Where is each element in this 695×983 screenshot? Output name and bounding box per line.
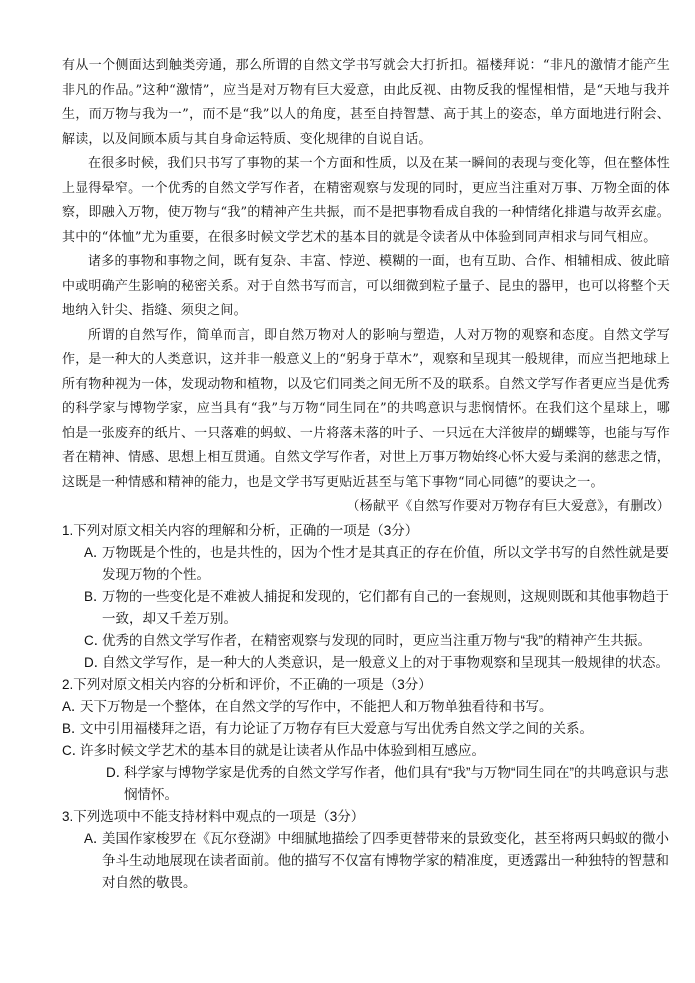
question-1-option-d[interactable]	[62, 652, 670, 674]
option-text: 许多时候文学艺术的基本目的就是让读者从作品中体验到相互感应。	[80, 743, 485, 758]
reading-passage	[62, 54, 670, 520]
option-letter: D．	[84, 655, 108, 670]
option-text: 天下万物是一个整体，在自然文学的写作中，不能把人和万物单独看待和书写。	[80, 699, 553, 714]
question-1-stem: 1.下列对原文相关内容的理解和分析，正确的一项是（3分）	[62, 523, 419, 538]
option-text: 万物的一些变化是不难被人捕捉和发现的，它们都有自己的一套规则，这规则既和其他事物趋于一致，却又千差万别。	[102, 589, 669, 626]
passage-source: （杨献平《自然写作要对万物存有巨大爱意》，有删改）	[346, 499, 670, 514]
passage-paragraph-3: 诸多的事物和事物之间，既有复杂、丰富、悖逆、模糊的一面，也有互助、合作、相辅相成、彼此暗中或明确产生影响的秘密关系。对于自然书写而言，可以细微到粒子量子、昆虫的器甲，也可以将整个天地纳入针尖、指缝、须臾之间。	[62, 254, 670, 318]
option-text: 万物既是个性的，也是共性的，因为个性才是其真正的存在价值，所以文学书写的自然性就是要发现万物的个性。	[102, 545, 669, 582]
question-3-option-a[interactable]	[62, 828, 670, 894]
question-1-option-b[interactable]	[62, 586, 670, 630]
option-letter: C．	[84, 633, 108, 648]
option-letter: A．	[62, 699, 85, 714]
passage-paragraph-4: 所谓的自然写作，简单而言，即自然万物对人的影响与塑造，人对万物的观察和态度。自然文学写作，是一种大的人类意识，这并非一般意义上的“躬身于草木”，观察和呈现其一般规律，而应当把地球上所有物种视为一体，发现动物和植物，以及它们同类之间无所不及的联系。自然文学写作者更应当是优秀的科学家与博物学家，应当具有“我”与万物“同生同在”的共鸣意识与悲悯情怀。在我们这个星球上，哪怕是一张废弃的纸片、一只落难的蚂蚁、一片将落未落的叶子、一只远在大洋彼岸的蝴蝶等，也能与写作者在精神、情感、思想上相互贯通。自然文学写作者，对世上万事万物始终心怀大爱与柔润的慈悲之情，这既是一种情感和精神的能力，也是文学书写更贴近甚至与笔下事物“同心同德”的要诀之一。	[62, 327, 670, 490]
option-letter: B．	[84, 589, 107, 604]
option-text: 美国作家梭罗在《瓦尔登湖》中细腻地描绘了四季更替带来的景致变化，甚至将两只蚂蚁的微小争斗生动地展现在读者面前。他的描写不仅富有博物学家的精准度，更透露出一种独特的智慧和对自然的敬畏。	[102, 831, 669, 890]
option-letter: D．	[106, 765, 130, 780]
option-text: 自然文学写作，是一种大的人类意识，是一般意义上的对于事物观察和呈现其一般规律的状态。	[102, 655, 669, 670]
passage-paragraph-1: 有从一个侧面达到触类旁通，那么所谓的自然文学书写就会大打折扣。福楼拜说：“非凡的激情才能产生非凡的作品。”这种“激情”，应当是对万物有巨大爱意，由此反视、由物反我的惺惺相惜，是“天地与我并生，而万物与我为一”，而不是“我”以人的角度，甚至自持智慧、高于其上的姿态，单方面地进行附会、解读，以及间顾本质与其自身命运特质、变化规律的自说自话。	[62, 58, 670, 147]
option-letter: A．	[84, 545, 107, 560]
passage-paragraph-2: 在很多时候，我们只书写了事物的某一个方面和性质，以及在某一瞬间的表现与变化等，但在整体性上显得晕窄。一个优秀的自然文学写作者，在精密观察与发现的同时，更应当注重对万事、万物全面的体察，即融入万物，使万物与“我”的精神产生共振，而不是把事物看成自我的一种情绪化排遣与故弄玄虚。其中的“体恤”尤为重要，在很多时候文学艺术的基本目的就是令读者从中体验到同声相求与同气相应。	[62, 156, 670, 245]
option-text: 科学家与博物学家是优秀的自然文学写作者，他们具有“我”与万物“同生同在”的共鸣意识与悲悯情怀。	[124, 765, 669, 802]
question-2	[62, 674, 670, 806]
option-text: 优秀的自然文学写作者，在精密观察与发现的同时，更应当注重万物与“我”的精神产生共振。	[102, 633, 651, 648]
question-1-option-a[interactable]	[62, 542, 670, 586]
question-3-stem: 3.下列选项中不能支持材料中观点的一项是（3分）	[62, 809, 365, 824]
question-2-option-a[interactable]	[62, 696, 670, 718]
question-section	[62, 520, 670, 894]
question-1-option-c[interactable]	[62, 630, 670, 652]
option-text: 文中引用福楼拜之语，有力论证了万物存有巨大爱意与写出优秀自然文学之间的关系。	[80, 721, 593, 736]
question-1	[62, 520, 670, 674]
question-2-option-c[interactable]	[62, 740, 670, 762]
question-2-option-d[interactable]	[62, 762, 670, 806]
question-3	[62, 806, 670, 894]
option-letter: C．	[62, 743, 86, 758]
question-2-option-b[interactable]	[62, 718, 670, 740]
question-2-stem: 2.下列对原文相关内容的分析和评价，不正确的一项是（3分）	[62, 677, 432, 692]
option-letter: B．	[62, 721, 85, 736]
option-letter: A．	[84, 831, 107, 846]
